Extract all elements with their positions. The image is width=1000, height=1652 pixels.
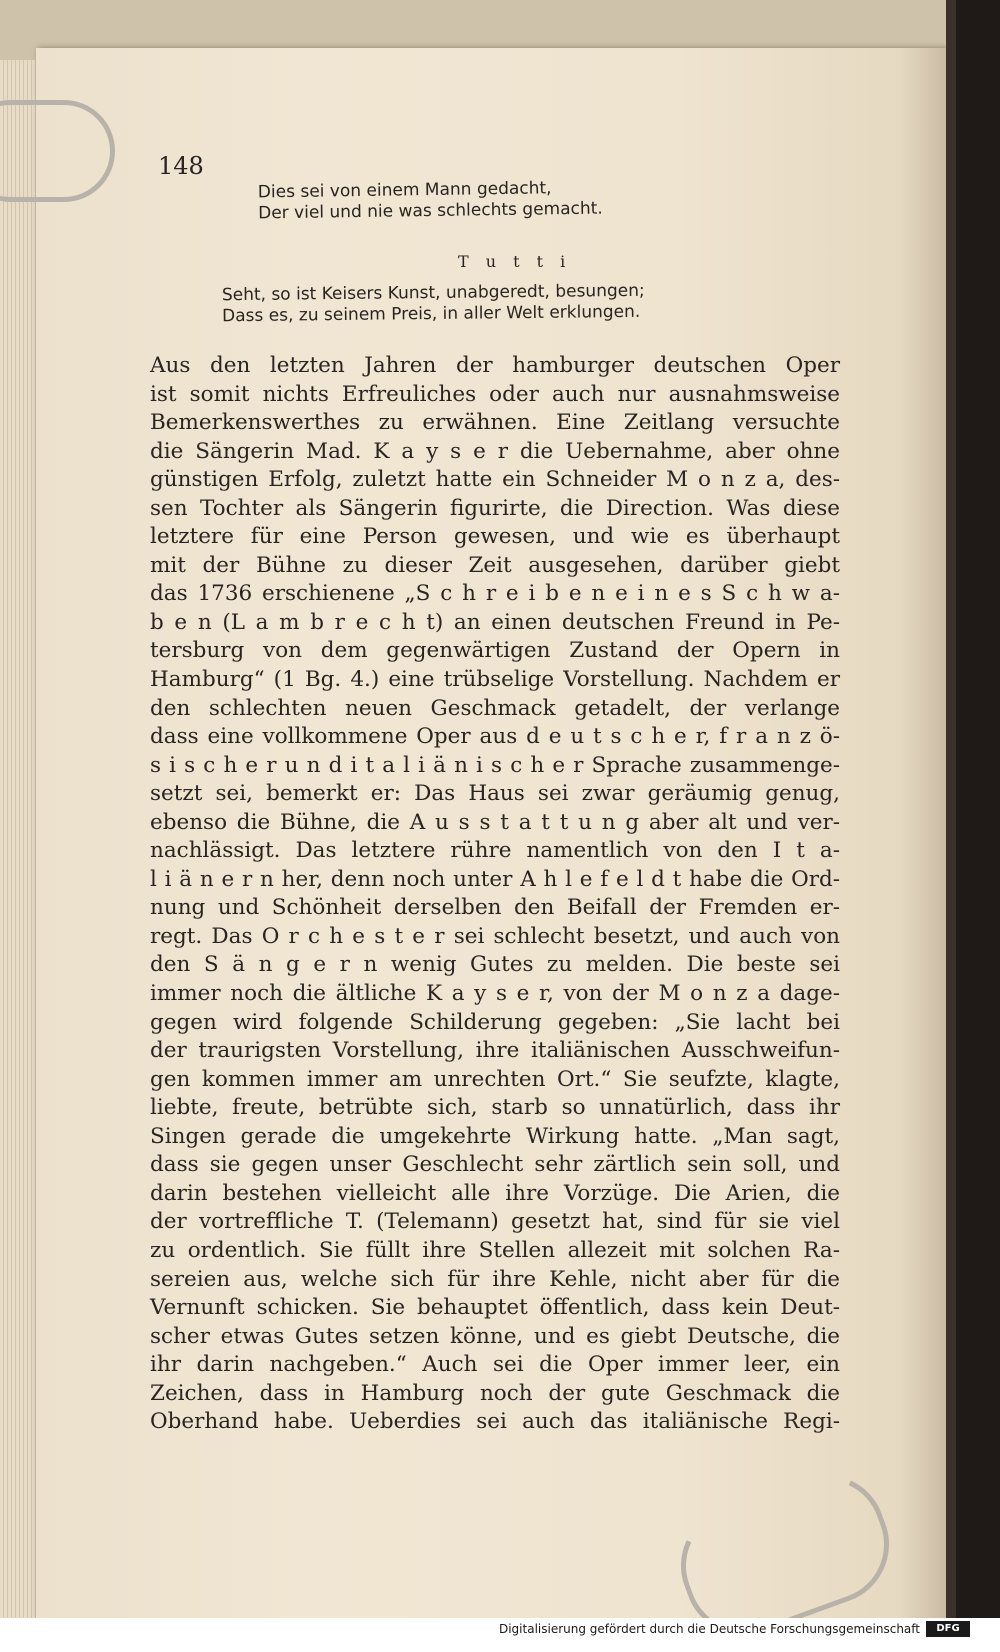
body-line: immer noch die ältliche K a y s e r, von der M o n z a dage- [150,981,840,1007]
spine-shadow [900,48,946,1620]
body-line: regt. Das O r c h e s t e r sei schlecht besetzt, und auch von [150,923,840,949]
body-line: scher etwas Gutes setzen könne, und es giebt Deutsche, die [150,1323,840,1349]
funding-credit: Digitalisierung gefördert durch die Deutsche Forschungsgemeinschaft [498,1622,920,1636]
body-line: letztere für eine Person gewesen, und wie es überhaupt [150,524,840,550]
body-line: dass sie gegen unser Geschlecht sehr zärtlich sein soll, und [150,1152,840,1178]
body-line: Singen gerade die umgekehrte Wirkung hatte. „Man sagt, [150,1123,840,1149]
body-line: ist somit nichts Erfreuliches oder auch nur ausnahmsweise [150,381,840,407]
body-text [150,352,850,1437]
body-line: Bemerkenswerthes zu erwähnen. Eine Zeitlang versuchte [150,410,840,436]
body-line: gegen wird folgende Schilderung gegeben: „Sie lacht bei [150,1009,840,1035]
body-line: Zeichen, dass in Hamburg noch der gute Geschmack die [150,1380,840,1406]
footer-bar [0,1618,1000,1641]
page-number: 148 [158,152,204,180]
verse-block-1 [258,178,603,225]
verse-line: Der viel und nie was schlechts gemacht. [258,198,603,224]
body-line: den S ä n g e r n wenig Gutes zu melden. Die beste sei [150,952,840,978]
body-line: ihr darin nachgeben.“ Auch sei die Oper immer leer, ein [150,1352,840,1378]
verse-line: Dass es, zu seinem Preis, in aller Welt erklungen. [222,301,641,327]
body-line: dass eine vollkommene Oper aus d e u t s c h e r, f r a n z ö- [150,724,840,750]
verse-line: Dies sei von einem Mann gedacht, [257,178,552,203]
body-line: setzt sei, bemerkt er: Das Haus sei zwar geräumig genug, [150,781,840,807]
tutti-heading: T u t t i [458,252,572,271]
body-line: zu ordentlich. Sie füllt ihre Stellen allezeit mit solchen Ra- [150,1237,840,1263]
body-line: der traurigsten Vorstellung, ihre italiänischen Ausschweifun- [150,1038,840,1064]
body-line: nung und Schönheit derselben den Beifall der Fremden er- [150,895,840,921]
verse-block-2 [222,281,645,327]
body-line: liebte, freute, betrübte sich, starb so unnatürlich, dass ihr [150,1095,840,1121]
body-line: günstigen Erfolg, zuletzt hatte ein Schneider M o n z a, des- [150,467,840,493]
body-line: Vernunft schicken. Sie behauptet öffentlich, dass kein Deut- [150,1295,840,1321]
body-line: den schlechten neuen Geschmack getadelt, der verlange [150,695,840,721]
body-line: tersburg von dem gegenwärtigen Zustand der Opern in [150,638,840,664]
body-line: sen Tochter als Sängerin figurirte, die Direction. Was diese [150,495,840,521]
right-gutter [946,0,956,1641]
body-line: das 1736 erschienene „S c h r e i b e n e i n e s S c h w a- [150,581,840,607]
dfg-logo-icon: DFG [926,1621,970,1637]
body-line: die Sängerin Mad. K a y s e r die Uebernahme, aber ohne [150,438,840,464]
body-line: darin bestehen vielleicht alle ihre Vorzüge. Die Arien, die [150,1180,840,1206]
body-line: l i ä n e r n her, denn noch unter A h l e f e l d t habe die Ord- [150,866,840,892]
body-line: s i s c h e r u n d i t a l i ä n i s c h e r Sprache zusammenge- [150,752,840,778]
body-line: nachlässigt. Das letztere rühre namentlich von den I t a- [150,838,840,864]
body-line: Aus den letzten Jahren der hamburger deutschen Oper [150,353,840,378]
body-line: gen kommen immer am unrechten Ort.“ Sie seufzte, klagte, [150,1066,840,1092]
body-line: sereien aus, welche sich für ihre Kehle, nicht aber für die [150,1266,840,1292]
body-line: Oberhand habe. Ueberdies sei auch das italiänische Regi- [150,1409,840,1435]
body-line: b e n (L a m b r e c h t) an einen deutschen Freund in Pe- [150,609,840,635]
body-line: Hamburg“ (1 Bg. 4.) eine trübselige Vorstellung. Nachdem er [150,667,840,693]
body-line: der vortreffliche T. (Telemann) gesetzt hat, sind für sie viel [150,1209,840,1235]
body-line: ebenso die Bühne, die A u s s t a t t u n g aber alt und ver- [150,809,840,835]
body-line: mit der Bühne zu dieser Zeit ausgesehen, darüber giebt [150,552,840,578]
verse-line: Seht, so ist Keisers Kunst, unabgeredt, besungen; [221,280,645,306]
paperclip-top-icon [0,100,115,202]
